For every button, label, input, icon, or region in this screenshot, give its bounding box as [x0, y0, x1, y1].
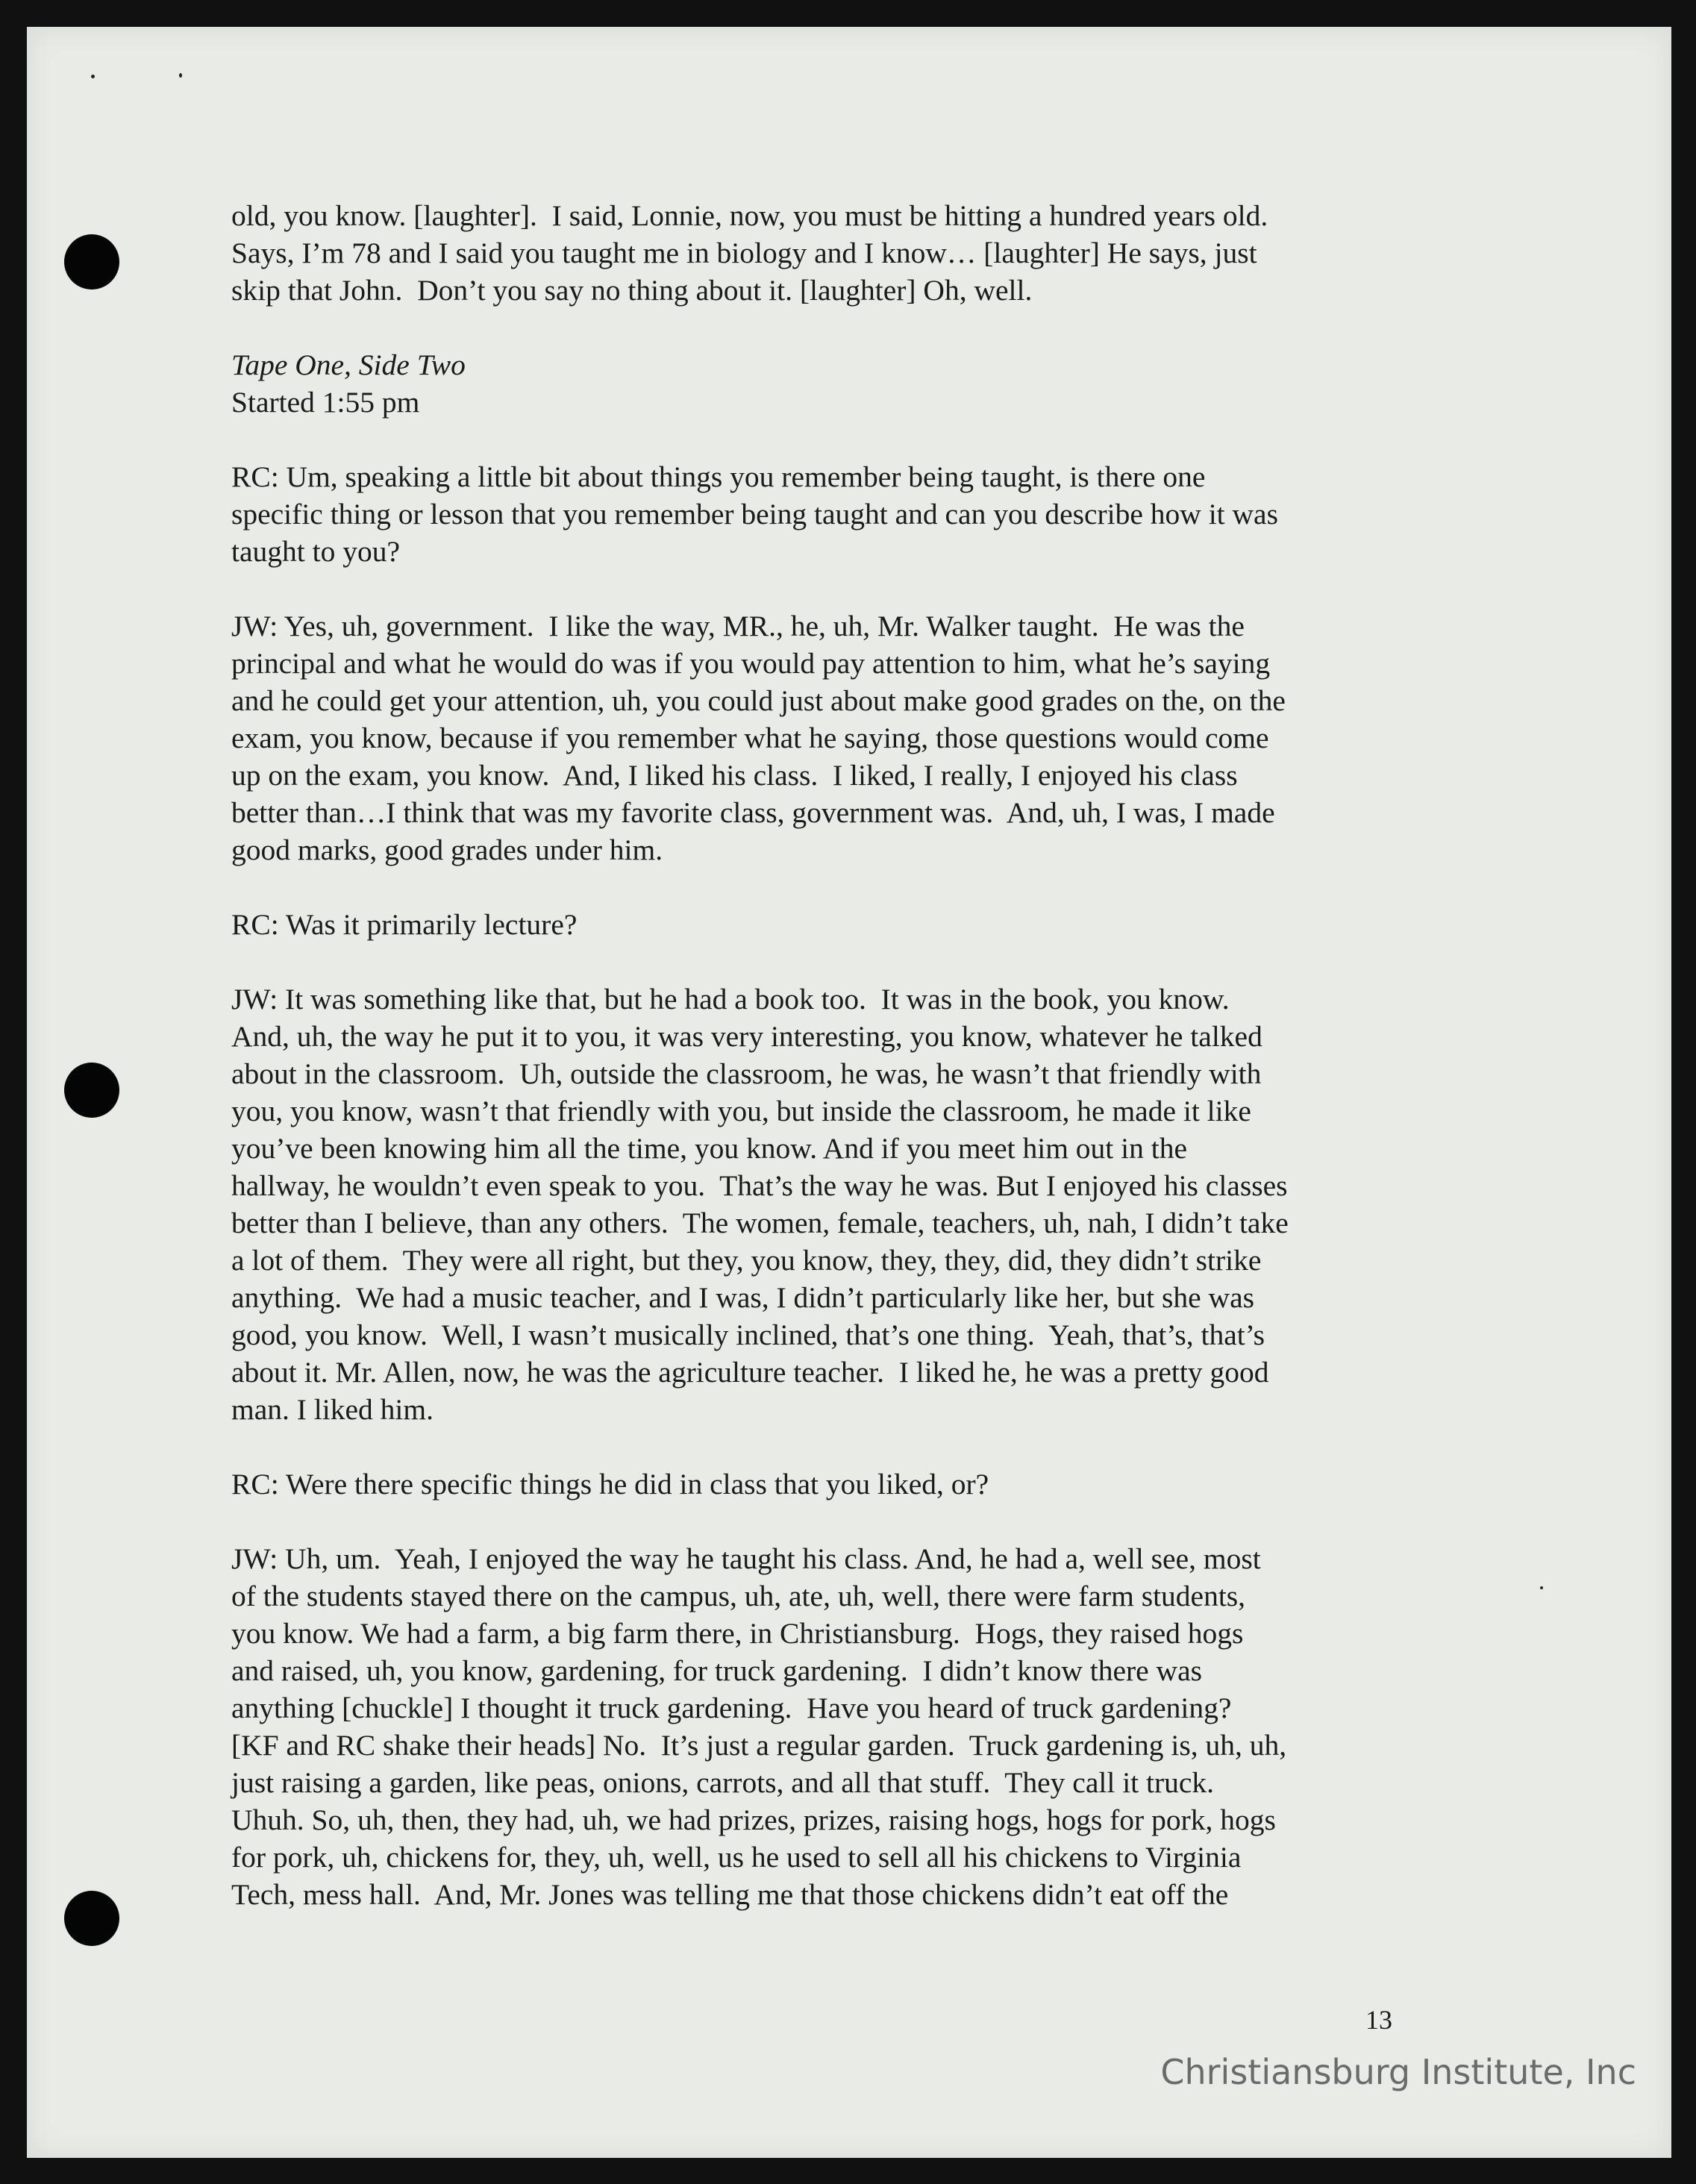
- paper-speck: [179, 73, 182, 78]
- binder-hole-middle: [64, 1063, 119, 1118]
- transcript-body: [231, 197, 1455, 1913]
- transcript-paragraph: RC: Were there specific things he did in class that you liked, or?: [231, 1468, 989, 1501]
- binder-hole-bottom: [64, 1891, 119, 1946]
- transcript-paragraph: RC: Was it primarily lecture?: [231, 908, 578, 941]
- watermark: Christiansburg Institute, Inc: [1160, 2052, 1636, 2092]
- binder-hole-top: [64, 234, 119, 290]
- transcript-paragraph: JW: It was something like that, but he had a book too. It was in the book, you know. And, uh, the way he put it to you, it was very interesting, you know, whatever he talked about in the classroom. Uh, outside the classroom, he was, he wasn’t that friendly with you, you know, wasn’t that friendly with you, but inside the classroom, he made it like you’ve been knowing him all the time, you know. And if you meet him out in the hallway, he wouldn’t even speak to you. That’s the way he was. But I enjoyed his classes better than I believe, than any others. The women, female, teachers, uh, nah, I didn’t take a lot of them. They were all right, but they, you know, they, they, did, they didn’t strike anything. We had a music teacher, and I was, I didn’t particularly like her, but she was good, you know. Well, I wasn’t musically inclined, that’s one thing. Yeah, that’s, that’s about it. Mr. Allen, now, he was the agriculture teacher. I liked he, he was a pretty good man. I liked him.: [231, 983, 1289, 1426]
- paper-speck: [1540, 1586, 1543, 1589]
- transcript-paragraph: old, you know. [laughter]. I said, Lonnie, now, you must be hitting a hundred years old. Says, I’m 78 and I said you taught me in biology and I know… [laughter] He says, just skip that John. Don’t you say no thing about it. [laughter] Oh, well.: [231, 199, 1268, 307]
- page-number: 13: [1365, 2005, 1392, 2035]
- transcript-paragraph: RC: Um, speaking a little bit about things you remember being taught, is there one specific thing or lesson that you remember being taught and can you describe how it was taught to you?: [231, 460, 1278, 568]
- started-time: Started 1:55 pm: [231, 386, 420, 419]
- transcript-paragraph: JW: Yes, uh, government. I like the way, MR., he, uh, Mr. Walker taught. He was the principal and what he would do was if you would pay attention to him, what he’s saying and he could get your attention, uh, you could just about make good grades on the, on the exam, you know, because if you remember what he saying, those questions would come up on the exam, you know. And, I liked his class. I liked, I really, I enjoyed his class better than…I think that was my favorite class, government was. And, uh, I was, I made good marks, good grades under him.: [231, 610, 1286, 866]
- transcript-paragraph: JW: Uh, um. Yeah, I enjoyed the way he taught his class. And, he had a, well see, most of the students stayed there on the campus, uh, ate, uh, well, there were farm students, you know. We had a farm, a big farm there, in Christiansburg. Hogs, they raised hogs and raised, uh, you know, gardening, for truck gardening. I didn’t know there was anything [chuckle] I thought it truck gardening. Have you heard of truck gardening? [KF and RC shake their heads] No. It’s just a regular garden. Truck gardening is, uh, uh, just raising a garden, like peas, onions, carrots, and all that stuff. They call it truck. Uhuh. So, uh, then, they had, uh, we had prizes, prizes, raising hogs, hogs for pork, hogs for pork, uh, chickens for, they, uh, well, us he used to sell all his chickens to Virginia Tech, mess hall. And, Mr. Jones was telling me that those chickens didn’t eat off the: [231, 1542, 1287, 1911]
- tape-heading: Tape One, Side Two: [231, 348, 466, 381]
- paper-speck: [91, 75, 95, 78]
